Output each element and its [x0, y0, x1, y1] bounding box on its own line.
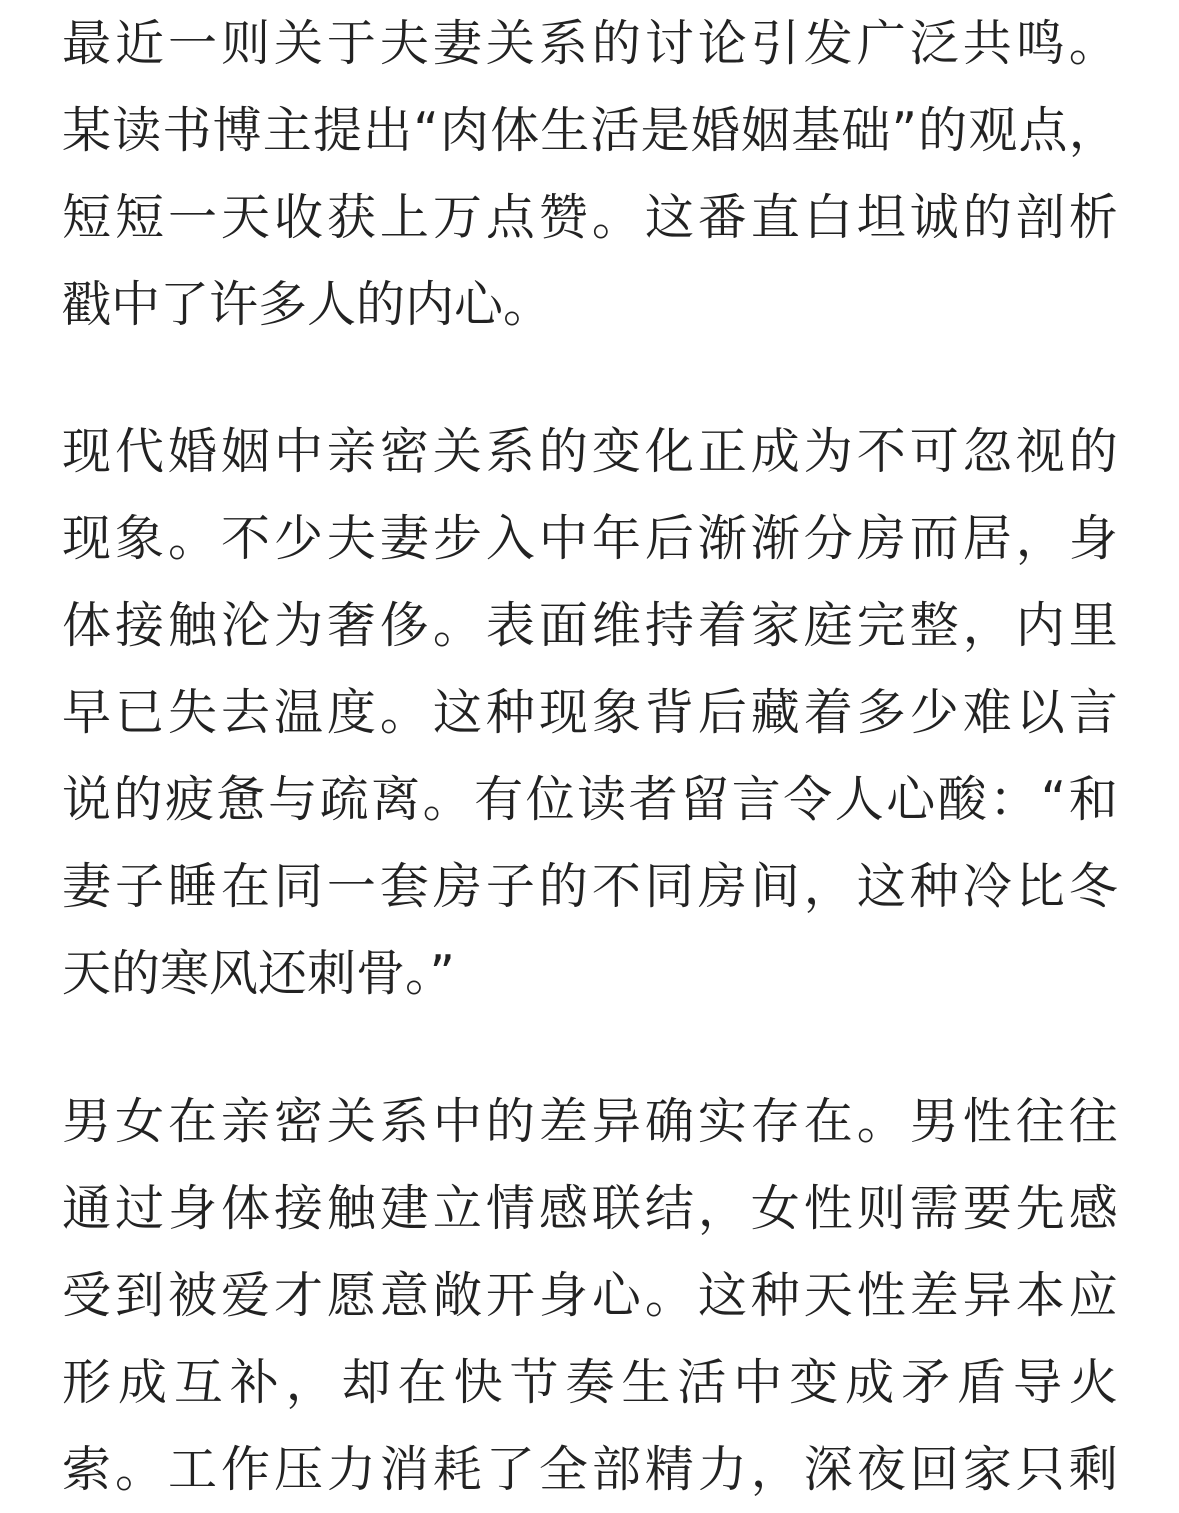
- text-glyph: 赞: [538, 189, 588, 246]
- text-glyph: 房: [432, 858, 482, 915]
- text-glyph: 先: [1015, 1180, 1065, 1237]
- text-glyph: 最: [62, 15, 112, 72]
- text-glyph: 主: [262, 102, 312, 159]
- text-glyph: 度: [326, 684, 376, 741]
- text-glyph: 而: [909, 510, 959, 567]
- text-glyph: 家: [962, 1441, 1012, 1498]
- text-glyph: 种: [485, 684, 535, 741]
- text-glyph: 持: [644, 597, 694, 654]
- text-glyph: 妻: [432, 15, 482, 72]
- text-glyph: 奏: [565, 1354, 615, 1411]
- text-glyph: 变: [591, 423, 641, 480]
- text-glyph: 渐: [697, 510, 747, 567]
- text-glyph: 力: [326, 1441, 376, 1498]
- text-glyph: 深: [803, 1441, 853, 1498]
- text-glyph: 者: [628, 771, 678, 828]
- text-glyph: 身: [167, 1180, 217, 1237]
- text-glyph: 说: [62, 771, 112, 828]
- text-glyph: 密: [273, 1093, 323, 1150]
- text-glyph: 正: [697, 423, 747, 480]
- text-glyph: 到: [114, 1267, 164, 1324]
- text-glyph: 则: [856, 1180, 906, 1237]
- text-glyph: 夫: [379, 15, 429, 72]
- text-glyph: 剖: [1015, 189, 1065, 246]
- text-line: [62, 1078, 1118, 1165]
- text-glyph: 的: [113, 771, 163, 828]
- text-glyph: 子: [485, 858, 535, 915]
- text-glyph: 难: [962, 684, 1012, 741]
- text-glyph: 矛: [901, 1354, 951, 1411]
- text-glyph: 差: [909, 1267, 959, 1324]
- text-glyph: 某: [62, 102, 112, 159]
- text-glyph: 侈: [379, 597, 429, 654]
- text-glyph: 人: [834, 771, 884, 828]
- text-glyph: 一: [167, 15, 217, 72]
- text-glyph: 情: [485, 1180, 535, 1237]
- text-glyph: ，: [285, 1354, 335, 1411]
- text-glyph: 现: [62, 423, 112, 480]
- text-glyph: 感: [1068, 1180, 1118, 1237]
- text-glyph: 感: [538, 1180, 588, 1237]
- text-glyph: 象: [591, 684, 641, 741]
- text-glyph: 惫: [216, 771, 266, 828]
- text-glyph: 获: [326, 189, 376, 246]
- text-glyph: 需: [909, 1180, 959, 1237]
- text-glyph: 女: [114, 1093, 164, 1150]
- text-glyph: 上: [379, 189, 429, 246]
- text-glyph: 提: [312, 102, 362, 159]
- text-glyph: 直: [750, 189, 800, 246]
- text-glyph: 这: [697, 1267, 747, 1324]
- text-glyph: 同: [644, 858, 694, 915]
- text-glyph: 夜: [856, 1441, 906, 1498]
- text-glyph: 在: [167, 1093, 217, 1150]
- text-glyph: 共: [962, 15, 1012, 72]
- text-glyph: 立: [432, 1180, 482, 1237]
- text-glyph: 基: [791, 102, 841, 159]
- text-glyph: 变: [789, 1354, 839, 1411]
- text-glyph: 间: [750, 858, 800, 915]
- text-glyph: 。: [1068, 15, 1118, 72]
- text-glyph: 和: [1068, 771, 1118, 828]
- text-glyph: 万: [432, 189, 482, 246]
- text-glyph: 疏: [319, 771, 369, 828]
- text-glyph: 早: [62, 684, 112, 741]
- text-glyph: 过: [114, 1180, 164, 1237]
- text-glyph: 婚: [690, 102, 740, 159]
- text-glyph: 酸: [937, 771, 987, 828]
- text-glyph: 讨: [644, 15, 694, 72]
- text-glyph: 析: [1068, 189, 1118, 246]
- text-glyph: 的: [1068, 423, 1118, 480]
- text-glyph: 亲: [220, 1093, 270, 1150]
- text-glyph: 点: [485, 189, 535, 246]
- text-glyph: 入: [485, 510, 535, 567]
- text-glyph: 的: [538, 858, 588, 915]
- text-glyph: 这: [644, 189, 694, 246]
- text-glyph: 后: [644, 510, 694, 567]
- text-glyph: 中: [538, 510, 588, 567]
- text-glyph: 差: [538, 1093, 588, 1150]
- text-glyph: 系: [379, 1093, 429, 1150]
- text-glyph: 婚: [167, 423, 217, 480]
- text-glyph: 火: [1068, 1354, 1118, 1411]
- text-glyph: 身: [1068, 510, 1118, 567]
- text-glyph: 接: [273, 1180, 323, 1237]
- text-glyph: 异: [962, 1267, 1012, 1324]
- text-glyph: 短: [114, 189, 164, 246]
- text-glyph: 睡: [167, 858, 217, 915]
- text-line: [62, 1252, 1118, 1339]
- text-glyph: 础: [841, 102, 891, 159]
- text-glyph: 体: [220, 1180, 270, 1237]
- text-glyph: 性: [803, 1180, 853, 1237]
- text-line: [62, 582, 1118, 669]
- text-glyph: 引: [750, 15, 800, 72]
- text-glyph: 作: [220, 1441, 270, 1498]
- text-glyph: 回: [909, 1441, 959, 1498]
- text-glyph: 触: [326, 1180, 376, 1237]
- text-glyph: 只: [1015, 1441, 1065, 1498]
- text-glyph: 疲: [165, 771, 215, 828]
- text-glyph: 要: [962, 1180, 1012, 1237]
- text-glyph: 这: [432, 684, 482, 741]
- text-glyph: 。: [379, 684, 429, 741]
- text-glyph: 现: [538, 684, 588, 741]
- text-glyph: 心: [886, 771, 936, 828]
- text-glyph: 鸣: [1015, 15, 1065, 72]
- text-glyph: 关: [432, 423, 482, 480]
- text-glyph: 近: [114, 15, 164, 72]
- text-glyph: 步: [432, 510, 482, 567]
- text-glyph: 房: [856, 510, 906, 567]
- text-glyph: 导: [1012, 1354, 1062, 1411]
- text-glyph: 天: [803, 1267, 853, 1324]
- text-glyph: 消: [379, 1441, 429, 1498]
- text-glyph: 意: [379, 1267, 429, 1324]
- text-glyph: 夫: [326, 510, 376, 567]
- text-glyph: “: [413, 102, 439, 159]
- text-glyph: 。: [644, 1267, 694, 1324]
- text-glyph: 系: [485, 423, 535, 480]
- text-glyph: 藏: [750, 684, 800, 741]
- text-glyph: 耗: [432, 1441, 482, 1498]
- text-glyph: 着: [697, 597, 747, 654]
- text-glyph: 论: [697, 15, 747, 72]
- text-glyph: 关: [273, 15, 323, 72]
- text-glyph: 短: [62, 189, 112, 246]
- text-glyph: 盾: [957, 1354, 1007, 1411]
- text-glyph: 居: [962, 510, 1012, 567]
- text-glyph: 视: [1015, 423, 1065, 480]
- text-glyph: 同: [273, 858, 323, 915]
- text-glyph: 整: [909, 597, 959, 654]
- text-glyph: 书: [162, 102, 212, 159]
- text-glyph: 了: [485, 1441, 535, 1498]
- text-glyph: 读: [112, 102, 162, 159]
- text-glyph: 性: [856, 1267, 906, 1324]
- text-glyph: 节: [509, 1354, 559, 1411]
- text-glyph: 系: [538, 15, 588, 72]
- text-glyph: 言: [1068, 684, 1118, 741]
- text-glyph: 建: [379, 1180, 429, 1237]
- text-glyph: 索: [62, 1441, 112, 1498]
- text-line: [62, 843, 1118, 930]
- text-glyph: 套: [379, 858, 429, 915]
- text-glyph: ：: [989, 771, 1039, 828]
- text-glyph: 泛: [909, 15, 959, 72]
- text-glyph: 快: [453, 1354, 503, 1411]
- text-glyph: 应: [1068, 1267, 1118, 1324]
- text-glyph: 。: [114, 1441, 164, 1498]
- text-line: [62, 408, 1118, 495]
- text-glyph: 中: [432, 1093, 482, 1150]
- text-glyph: 天: [220, 189, 270, 246]
- text-glyph: 补: [229, 1354, 279, 1411]
- text-glyph: 的: [918, 102, 968, 159]
- text-line: 天的寒风还刺骨。”: [62, 945, 455, 1002]
- text-glyph: 在: [220, 858, 270, 915]
- text-glyph: 互: [173, 1354, 223, 1411]
- text-glyph: ，: [1068, 102, 1118, 159]
- text-glyph: 维: [591, 597, 641, 654]
- text-glyph: 才: [273, 1267, 323, 1324]
- text-glyph: 分: [803, 510, 853, 567]
- text-glyph: 着: [803, 684, 853, 741]
- text-line: [62, 0, 1118, 87]
- text-glyph: 关: [326, 1093, 376, 1150]
- text-glyph: 成: [845, 1354, 895, 1411]
- text-line: [62, 669, 1118, 756]
- text-glyph: 工: [167, 1441, 217, 1498]
- text-glyph: 中: [733, 1354, 783, 1411]
- text-glyph: 博: [212, 102, 262, 159]
- text-glyph: 家: [750, 597, 800, 654]
- text-glyph: 男: [62, 1093, 112, 1150]
- text-glyph: 不: [591, 858, 641, 915]
- text-glyph: 发: [803, 15, 853, 72]
- text-glyph: 。: [856, 1093, 906, 1150]
- text-glyph: 诚: [909, 189, 959, 246]
- text-glyph: ，: [750, 1441, 800, 1498]
- text-glyph: 肉: [439, 102, 489, 159]
- text-glyph: 剩: [1068, 1441, 1118, 1498]
- text-line: 戳中了许多人的内心。: [62, 276, 553, 333]
- text-glyph: 却: [341, 1354, 391, 1411]
- text-glyph: 象: [114, 510, 164, 567]
- text-glyph: ，: [803, 858, 853, 915]
- text-glyph: 的: [591, 15, 641, 72]
- text-glyph: 少: [909, 684, 959, 741]
- text-glyph: 忽: [962, 423, 1012, 480]
- text-glyph: 亲: [326, 423, 376, 480]
- text-glyph: 冷: [962, 858, 1012, 915]
- text-glyph: 被: [167, 1267, 217, 1324]
- text-glyph: 成: [750, 423, 800, 480]
- text-glyph: 接: [114, 597, 164, 654]
- text-glyph: 中: [273, 423, 323, 480]
- text-glyph: 受: [62, 1267, 112, 1324]
- text-glyph: 于: [326, 15, 376, 72]
- text-glyph: 。: [422, 771, 472, 828]
- text-glyph: 一: [167, 189, 217, 246]
- text-glyph: 失: [167, 684, 217, 741]
- text-glyph: 多: [856, 684, 906, 741]
- text-glyph: 身: [538, 1267, 588, 1324]
- text-glyph: 位: [525, 771, 575, 828]
- text-glyph: 以: [1015, 684, 1065, 741]
- text-line: [62, 174, 1118, 261]
- text-glyph: 出: [363, 102, 413, 159]
- text-glyph: 为: [803, 423, 853, 480]
- text-glyph: 实: [697, 1093, 747, 1150]
- text-line: [62, 1426, 1118, 1513]
- text-glyph: 本: [1015, 1267, 1065, 1324]
- text-glyph: 冬: [1068, 858, 1118, 915]
- text-glyph: 化: [644, 423, 694, 480]
- text-line: [62, 87, 1118, 174]
- text-glyph: 观: [968, 102, 1018, 159]
- text-glyph: 奢: [326, 597, 376, 654]
- text-glyph: 温: [273, 684, 323, 741]
- text-glyph: 现: [62, 510, 112, 567]
- text-glyph: 力: [697, 1441, 747, 1498]
- text-glyph: 这: [856, 858, 906, 915]
- text-glyph: 比: [1015, 858, 1065, 915]
- text-glyph: 少: [273, 510, 323, 567]
- text-glyph: 后: [697, 684, 747, 741]
- text-glyph: 表: [485, 597, 535, 654]
- text-glyph: 在: [803, 1093, 853, 1150]
- text-glyph: 番: [697, 189, 747, 246]
- text-glyph: 密: [379, 423, 429, 480]
- text-glyph: 面: [538, 597, 588, 654]
- text-glyph: 生: [540, 102, 590, 159]
- text-glyph: 姻: [220, 423, 270, 480]
- text-glyph: 去: [220, 684, 270, 741]
- text-glyph: 精: [644, 1441, 694, 1498]
- text-glyph: 确: [644, 1093, 694, 1150]
- text-glyph: 妻: [379, 510, 429, 567]
- text-glyph: 离: [371, 771, 421, 828]
- text-glyph: 沦: [220, 597, 270, 654]
- text-glyph: 存: [750, 1093, 800, 1150]
- text-glyph: 联: [591, 1180, 641, 1237]
- text-glyph: 。: [591, 189, 641, 246]
- text-glyph: 有: [474, 771, 524, 828]
- text-glyph: 活: [590, 102, 640, 159]
- text-glyph: 往: [1068, 1093, 1118, 1150]
- text-line: [62, 1339, 1118, 1426]
- text-glyph: 内: [1015, 597, 1065, 654]
- text-glyph: 爱: [220, 1267, 270, 1324]
- text-glyph: 令: [783, 771, 833, 828]
- text-glyph: 心: [591, 1267, 641, 1324]
- text-glyph: 姻: [741, 102, 791, 159]
- text-glyph: 。: [432, 597, 482, 654]
- text-glyph: 言: [731, 771, 781, 828]
- text-glyph: 庭: [803, 597, 853, 654]
- text-glyph: 里: [1068, 597, 1118, 654]
- text-glyph: 代: [114, 423, 164, 480]
- text-glyph: 房: [697, 858, 747, 915]
- text-glyph: 愿: [326, 1267, 376, 1324]
- text-glyph: 开: [485, 1267, 535, 1324]
- text-glyph: 触: [167, 597, 217, 654]
- text-glyph: 体: [490, 102, 540, 159]
- text-glyph: 白: [803, 189, 853, 246]
- text-glyph: 通: [62, 1180, 112, 1237]
- text-glyph: 渐: [750, 510, 800, 567]
- text-glyph: 的: [485, 1093, 535, 1150]
- text-glyph: 是: [640, 102, 690, 159]
- text-glyph: 女: [750, 1180, 800, 1237]
- text-glyph: 体: [62, 597, 112, 654]
- text-glyph: “: [1040, 771, 1067, 828]
- text-glyph: 在: [397, 1354, 447, 1411]
- text-glyph: 广: [856, 15, 906, 72]
- text-glyph: 子: [114, 858, 164, 915]
- text-glyph: 结: [644, 1180, 694, 1237]
- text-glyph: 读: [577, 771, 627, 828]
- text-glyph: 全: [538, 1441, 588, 1498]
- text-glyph: 性: [962, 1093, 1012, 1150]
- text-glyph: 敞: [432, 1267, 482, 1324]
- text-glyph: 与: [268, 771, 318, 828]
- text-glyph: 坦: [856, 189, 906, 246]
- text-glyph: 不: [856, 423, 906, 480]
- text-line: [62, 495, 1118, 582]
- text-glyph: 为: [273, 597, 323, 654]
- text-glyph: 。: [167, 510, 217, 567]
- text-glyph: 往: [1015, 1093, 1065, 1150]
- text-line: [62, 756, 1118, 843]
- text-glyph: 成: [117, 1354, 167, 1411]
- text-glyph: 年: [591, 510, 641, 567]
- text-glyph: 点: [1018, 102, 1068, 159]
- text-glyph: 可: [909, 423, 959, 480]
- text-glyph: 背: [644, 684, 694, 741]
- text-glyph: 形: [62, 1354, 112, 1411]
- text-glyph: 压: [273, 1441, 323, 1498]
- text-glyph: 关: [485, 15, 535, 72]
- text-glyph: 生: [621, 1354, 671, 1411]
- text-glyph: 不: [220, 510, 270, 567]
- text-glyph: 妻: [62, 858, 112, 915]
- text-glyph: ，: [962, 597, 1012, 654]
- text-glyph: ”: [891, 102, 917, 159]
- text-glyph: 种: [750, 1267, 800, 1324]
- text-glyph: ，: [697, 1180, 747, 1237]
- text-glyph: 种: [909, 858, 959, 915]
- text-glyph: 异: [591, 1093, 641, 1150]
- text-glyph: 男: [909, 1093, 959, 1150]
- text-glyph: 的: [962, 189, 1012, 246]
- text-glyph: 留: [680, 771, 730, 828]
- text-glyph: 已: [114, 684, 164, 741]
- text-glyph: 则: [220, 15, 270, 72]
- text-glyph: 活: [677, 1354, 727, 1411]
- text-glyph: 一: [326, 858, 376, 915]
- text-glyph: 收: [273, 189, 323, 246]
- text-line: [62, 1165, 1118, 1252]
- text-glyph: 部: [591, 1441, 641, 1498]
- text-glyph: ，: [1015, 510, 1065, 567]
- text-glyph: 的: [538, 423, 588, 480]
- text-glyph: 完: [856, 597, 906, 654]
